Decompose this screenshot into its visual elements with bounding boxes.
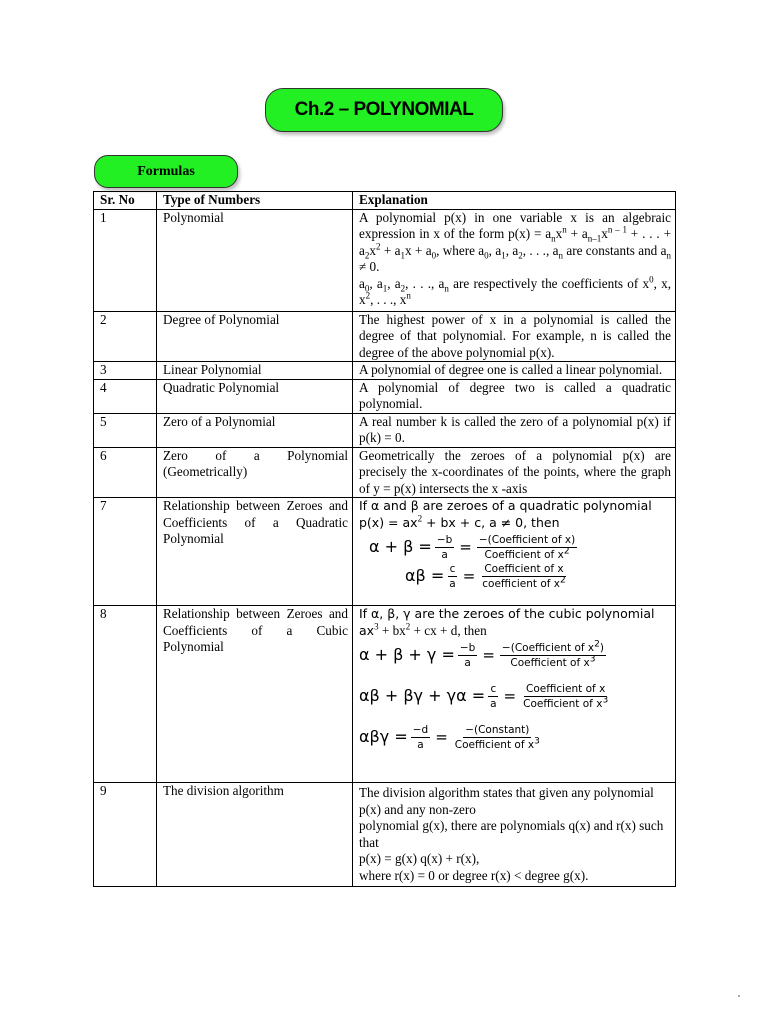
explanation (353, 209, 676, 311)
sub: n (444, 283, 449, 294)
sub: n–1 (587, 233, 602, 244)
type-name: Polynomial (157, 209, 353, 311)
explanation: A polynomial of degree two is called a quadratic polynomial. (353, 379, 676, 413)
sub: n (551, 233, 556, 244)
table-row (94, 362, 676, 380)
table-row (94, 209, 676, 311)
text-part: + . . . + a (359, 226, 672, 258)
sub: 0 (431, 250, 437, 261)
formulas-table (93, 191, 676, 887)
text-part: , x, x (359, 275, 671, 307)
explanation: A real number k is called the zero of a polynomial p(x) if p(k) = 0. (353, 413, 676, 447)
division-line-2: polynomial g(x), there are polynomials q(x) and r(x) such that (359, 818, 664, 850)
table-row (94, 379, 676, 413)
type-name: Linear Polynomial (157, 362, 353, 380)
cubic-pair-product-formula: αβ + βγ + γα = $\frac{c}{a}$ = $\frac{\text{Coefficient of x}}{Coefficient of x^3}$ (359, 683, 609, 710)
text-part: , . . ., x (370, 292, 407, 307)
sub: 1 (400, 250, 405, 261)
sup: n (406, 290, 411, 301)
sub: n (666, 250, 671, 261)
text-part: x (601, 226, 608, 241)
division-line-1: The division algorithm states that given any polynomial p(x) and any non-zero (359, 785, 654, 817)
explanation (353, 498, 676, 606)
table-header-row (94, 192, 676, 210)
explanation: Geometrically the zeroes of a polynomial p(x) are precisely the x-coordinates of the points, where the graph of y = p(x) intersects the x -axis (353, 447, 676, 498)
quadratic-intro: If α and β are zeroes of a quadratic polynomial $p(x) = ax^2$ + bx + c, a ≠ 0, then (359, 498, 652, 530)
type-name: Zero of a Polynomial (Geometrically) (157, 447, 353, 498)
text-part: , . . ., a (522, 242, 559, 258)
header-sr-no: Sr. No (94, 192, 157, 210)
sr-no: 1 (94, 209, 157, 311)
sup: n – 1 (607, 224, 627, 235)
chapter-title: Ch.2 – POLYNOMIAL (265, 88, 503, 132)
formulas-label: Formulas (94, 155, 238, 188)
sup: 2 (365, 290, 371, 301)
division-line-3: p(x) = g(x) q(x) + r(x), (359, 851, 480, 866)
text-part: , a (387, 275, 401, 291)
text-part: , where a (436, 242, 485, 258)
text-part: are respectively the coefficients of x (448, 275, 650, 291)
text-part: x (369, 242, 376, 258)
text-part: x (555, 226, 563, 241)
table-row (94, 413, 676, 447)
sr-no: 6 (94, 447, 157, 498)
table-row (94, 606, 676, 783)
division-line-4: where r(x) = 0 or degree r(x) < degree g(x). (359, 867, 589, 883)
sub: 0 (364, 283, 370, 294)
cubic-sum-formula: α + β + γ = $\frac{-b}{a}$ = $\frac{-(Coefficient of x^2)}{Coefficient of x^3}$ (359, 639, 604, 669)
sr-no: 4 (94, 379, 157, 413)
sub: n (558, 250, 563, 261)
sr-no: 5 (94, 413, 157, 447)
sum-of-zeroes-formula: α + β = $\frac{-b}{a}$ = $\frac{\text{−(Coefficient of x)}}{Coefficient of x^2}$ (369, 534, 576, 561)
text-part: , a (488, 242, 502, 258)
sub: 1 (382, 283, 388, 294)
sr-no: 8 (94, 606, 157, 783)
cubic-product-formula: αβγ = $\frac{-d}{a}$ = $\frac{\text{−(Constant)}}{Coefficient of x^3}$ (359, 724, 540, 751)
product-of-zeroes-formula: αβ = $\frac{c}{a}$ = $\frac{\text{Coefficient of x}}{coefficient of x^2}$ (405, 563, 566, 590)
sub: 1 (501, 250, 506, 261)
sup: 0 (649, 274, 654, 285)
explanation: The highest power of x in a polynomial is called the degree of that polynomial. For example, n is called the degree of the above polynomial p(x). (353, 311, 676, 362)
explanation: A polynomial of degree one is called a linear polynomial. (353, 362, 676, 380)
sup: 2 (375, 241, 381, 252)
type-name: The division algorithm (157, 783, 353, 887)
text-part: , a (505, 242, 519, 258)
table-row (94, 311, 676, 362)
sub: 2 (364, 250, 370, 261)
type-name: Relationship between Zeroes and Coefficients of a Cubic Polynomial (157, 606, 353, 783)
text-part: , a (369, 275, 383, 291)
sr-no: 9 (94, 783, 157, 887)
text-part: a (359, 275, 365, 291)
explanation (353, 783, 676, 887)
type-name: Degree of Polynomial (157, 311, 353, 362)
sup: n (562, 224, 567, 235)
text-part: + a (380, 242, 401, 258)
text-part: + a (566, 226, 588, 241)
text-part: are constants and a (562, 242, 667, 258)
text-part: A polynomial p(x) in one variable x is an algebraic expression in x of the form p(x) = a (359, 209, 671, 241)
sub: 0 (484, 250, 489, 261)
sr-no: 3 (94, 362, 157, 380)
table-row (94, 783, 676, 887)
page-speck (738, 995, 740, 997)
table-row (94, 498, 676, 606)
sr-no: 7 (94, 498, 157, 606)
type-name: Relationship between Zeroes and Coefficients of a Quadratic Polynomial (157, 498, 353, 606)
sub: 2 (400, 283, 406, 294)
header-type: Type of Numbers (157, 192, 353, 210)
type-name: Quadratic Polynomial (157, 379, 353, 413)
sub: 2 (518, 250, 523, 261)
text-part: ≠ 0. (359, 259, 380, 274)
sr-no: 2 (94, 311, 157, 362)
header-explanation: Explanation (353, 192, 676, 210)
cubic-intro: If α, β, γ are the zeroes of the cubic polynomial $ax^3 + bx^2$ + cx + d, then (359, 606, 655, 638)
type-name: Zero of a Polynomial (157, 413, 353, 447)
explanation (353, 606, 676, 783)
table-row (94, 447, 676, 498)
text-part: , . . ., a (405, 275, 445, 291)
text-part: x + a (404, 242, 432, 258)
